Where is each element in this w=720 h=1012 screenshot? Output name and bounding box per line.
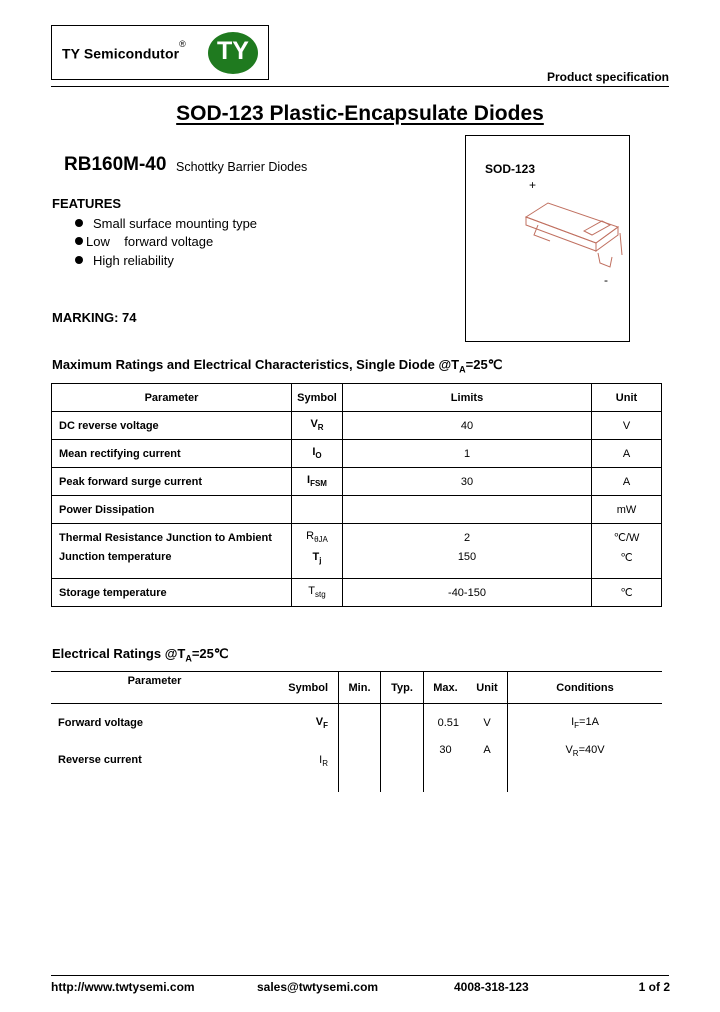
footer-rule <box>51 975 669 976</box>
col-header: Symbol <box>292 384 343 412</box>
table-header-row <box>52 384 662 412</box>
bullet-icon <box>75 256 83 264</box>
footer-phone: 4008-318-123 <box>454 980 529 994</box>
table-row: Power Dissipation mW <box>52 496 662 524</box>
page-title: SOD-123 Plastic-Encapsulate Diodes <box>176 102 544 125</box>
table-row: Mean rectifying current $I_O$ 1 A <box>52 440 662 468</box>
table-row: DC reverse voltage $V_R$ 40 V <box>52 412 662 440</box>
cathode-mark: - <box>604 273 608 287</box>
footer-email[interactable]: sales@twtysemi.com <box>257 980 379 994</box>
bullet-icon <box>75 219 83 227</box>
table-row: Reverse current $I_R$ 30 A $V_R=40V$ <box>51 742 662 792</box>
table-header-row: Parameter Symbol Min. Typ. Max. Unit Conditions <box>51 672 662 704</box>
col-header: Limits <box>343 384 592 412</box>
part-description: Schottky Barrier Diodes <box>176 160 308 174</box>
company-name: TY Semicondutor® <box>62 39 186 62</box>
elec-ratings-table <box>51 671 662 792</box>
max-ratings-table <box>51 383 662 607</box>
package-label: SOD-123 <box>485 162 536 176</box>
features-heading: FEATURES <box>52 196 122 211</box>
table-row: Storage temperature $T_{stg}$ -40-150 ℃ <box>52 579 662 607</box>
feature-item: Low forward voltage <box>75 234 213 249</box>
part-number: RB160M-40 <box>64 154 167 175</box>
feature-item: Small surface mounting type <box>75 216 257 231</box>
elec-ratings-heading: Electrical Ratings $@T_A=25℃$ <box>52 646 229 664</box>
footer-website[interactable]: http://www.twtysemi.com <box>51 980 195 994</box>
col-header: Unit <box>592 384 662 412</box>
bullet-icon <box>75 237 83 245</box>
marking: MARKING: 74 <box>52 310 137 325</box>
ty-logo-icon: TY <box>208 32 258 74</box>
max-ratings-heading: Maximum Ratings and Electrical Characteristics, Single Diode $@T_A=25℃$ <box>52 357 503 375</box>
table-row: Junction temperature $T_j$ 150 ℃ <box>52 551 662 579</box>
doc-type: Product specification <box>546 70 669 84</box>
page-number: 1 of 2 <box>638 980 670 994</box>
col-header: Parameter <box>52 384 292 412</box>
table-row: Forward voltage $V_F$ 0.51 V $I_F=1A$ <box>51 704 662 743</box>
header-rule <box>51 86 669 87</box>
table-row: Peak forward surge current $I_{FSM}$ 30 A <box>52 468 662 496</box>
table-row: Thermal Resistance Junction to Ambient $R_{\theta JA}$ 2 ℃/W <box>52 524 662 552</box>
sod123-package-icon <box>520 195 630 275</box>
feature-item: High reliability <box>75 253 174 268</box>
anode-mark: + <box>529 178 537 192</box>
